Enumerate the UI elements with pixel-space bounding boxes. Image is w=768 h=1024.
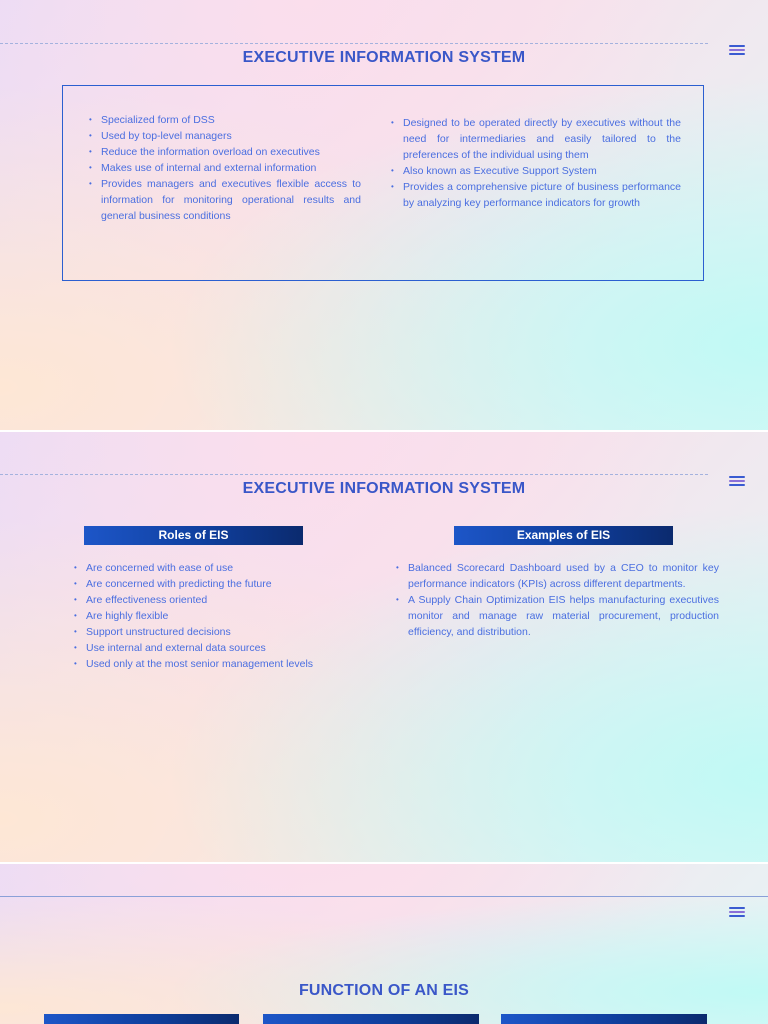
list-item: • A Supply Chain Optimization EIS helps manufacturing executives monitor and manage raw material procurement, production efficiency, and distribution. xyxy=(394,592,719,640)
list-item: • Provides a comprehensive picture of business performance by analyzing key performance indicators for growth xyxy=(389,179,681,211)
list-item: • Also known as Executive Support System xyxy=(389,163,681,179)
slide-3 xyxy=(0,864,768,1024)
list-item: • Are concerned with ease of use xyxy=(72,560,332,576)
slide-title: EXECUTIVE INFORMATION SYSTEM xyxy=(242,49,526,66)
list-item: • Designed to be operated directly by executives without the need for intermediaries and easily tailored to the preferences of the individual using them xyxy=(389,115,681,163)
roles-header: Roles of EIS xyxy=(84,526,303,545)
list-item: • Specialized form of DSS xyxy=(87,112,361,128)
content-box xyxy=(62,85,704,281)
list-item: • Balanced Scorecard Dashboard used by a CEO to monitor key performance indicators (KPIs) across different departments. xyxy=(394,560,719,592)
examples-list xyxy=(394,560,719,640)
slide-title: FUNCTION OF AN EIS xyxy=(298,982,470,999)
list-item: • Reduce the information overload on executives xyxy=(87,144,361,160)
slide-2 xyxy=(0,432,768,862)
roles-list xyxy=(72,560,332,672)
top-divider xyxy=(0,43,708,44)
slide-title: EXECUTIVE INFORMATION SYSTEM xyxy=(242,480,526,497)
list-item: • Support unstructured decisions xyxy=(72,624,332,640)
list-item: • Provides managers and executives flexible access to information for monitoring operational results and general business conditions xyxy=(87,176,361,224)
examples-header: Examples of EIS xyxy=(454,526,673,545)
top-divider xyxy=(0,896,768,897)
function-process-bar xyxy=(263,1014,479,1024)
slide-1 xyxy=(0,0,768,430)
left-bullet-list xyxy=(87,112,361,224)
function-input-bar xyxy=(44,1014,239,1024)
list-item: • Are effectiveness oriented xyxy=(72,592,332,608)
list-item: • Are highly flexible xyxy=(72,608,332,624)
right-bullet-list xyxy=(389,115,681,211)
menu-icon[interactable] xyxy=(729,907,745,919)
top-divider xyxy=(0,474,708,475)
list-item: • Used by top-level managers xyxy=(87,128,361,144)
list-item: • Used only at the most senior management levels xyxy=(72,656,332,672)
list-item: • Makes use of internal and external information xyxy=(87,160,361,176)
list-item: • Are concerned with predicting the future xyxy=(72,576,332,592)
function-output-bar xyxy=(501,1014,707,1024)
list-item: • Use internal and external data sources xyxy=(72,640,332,656)
